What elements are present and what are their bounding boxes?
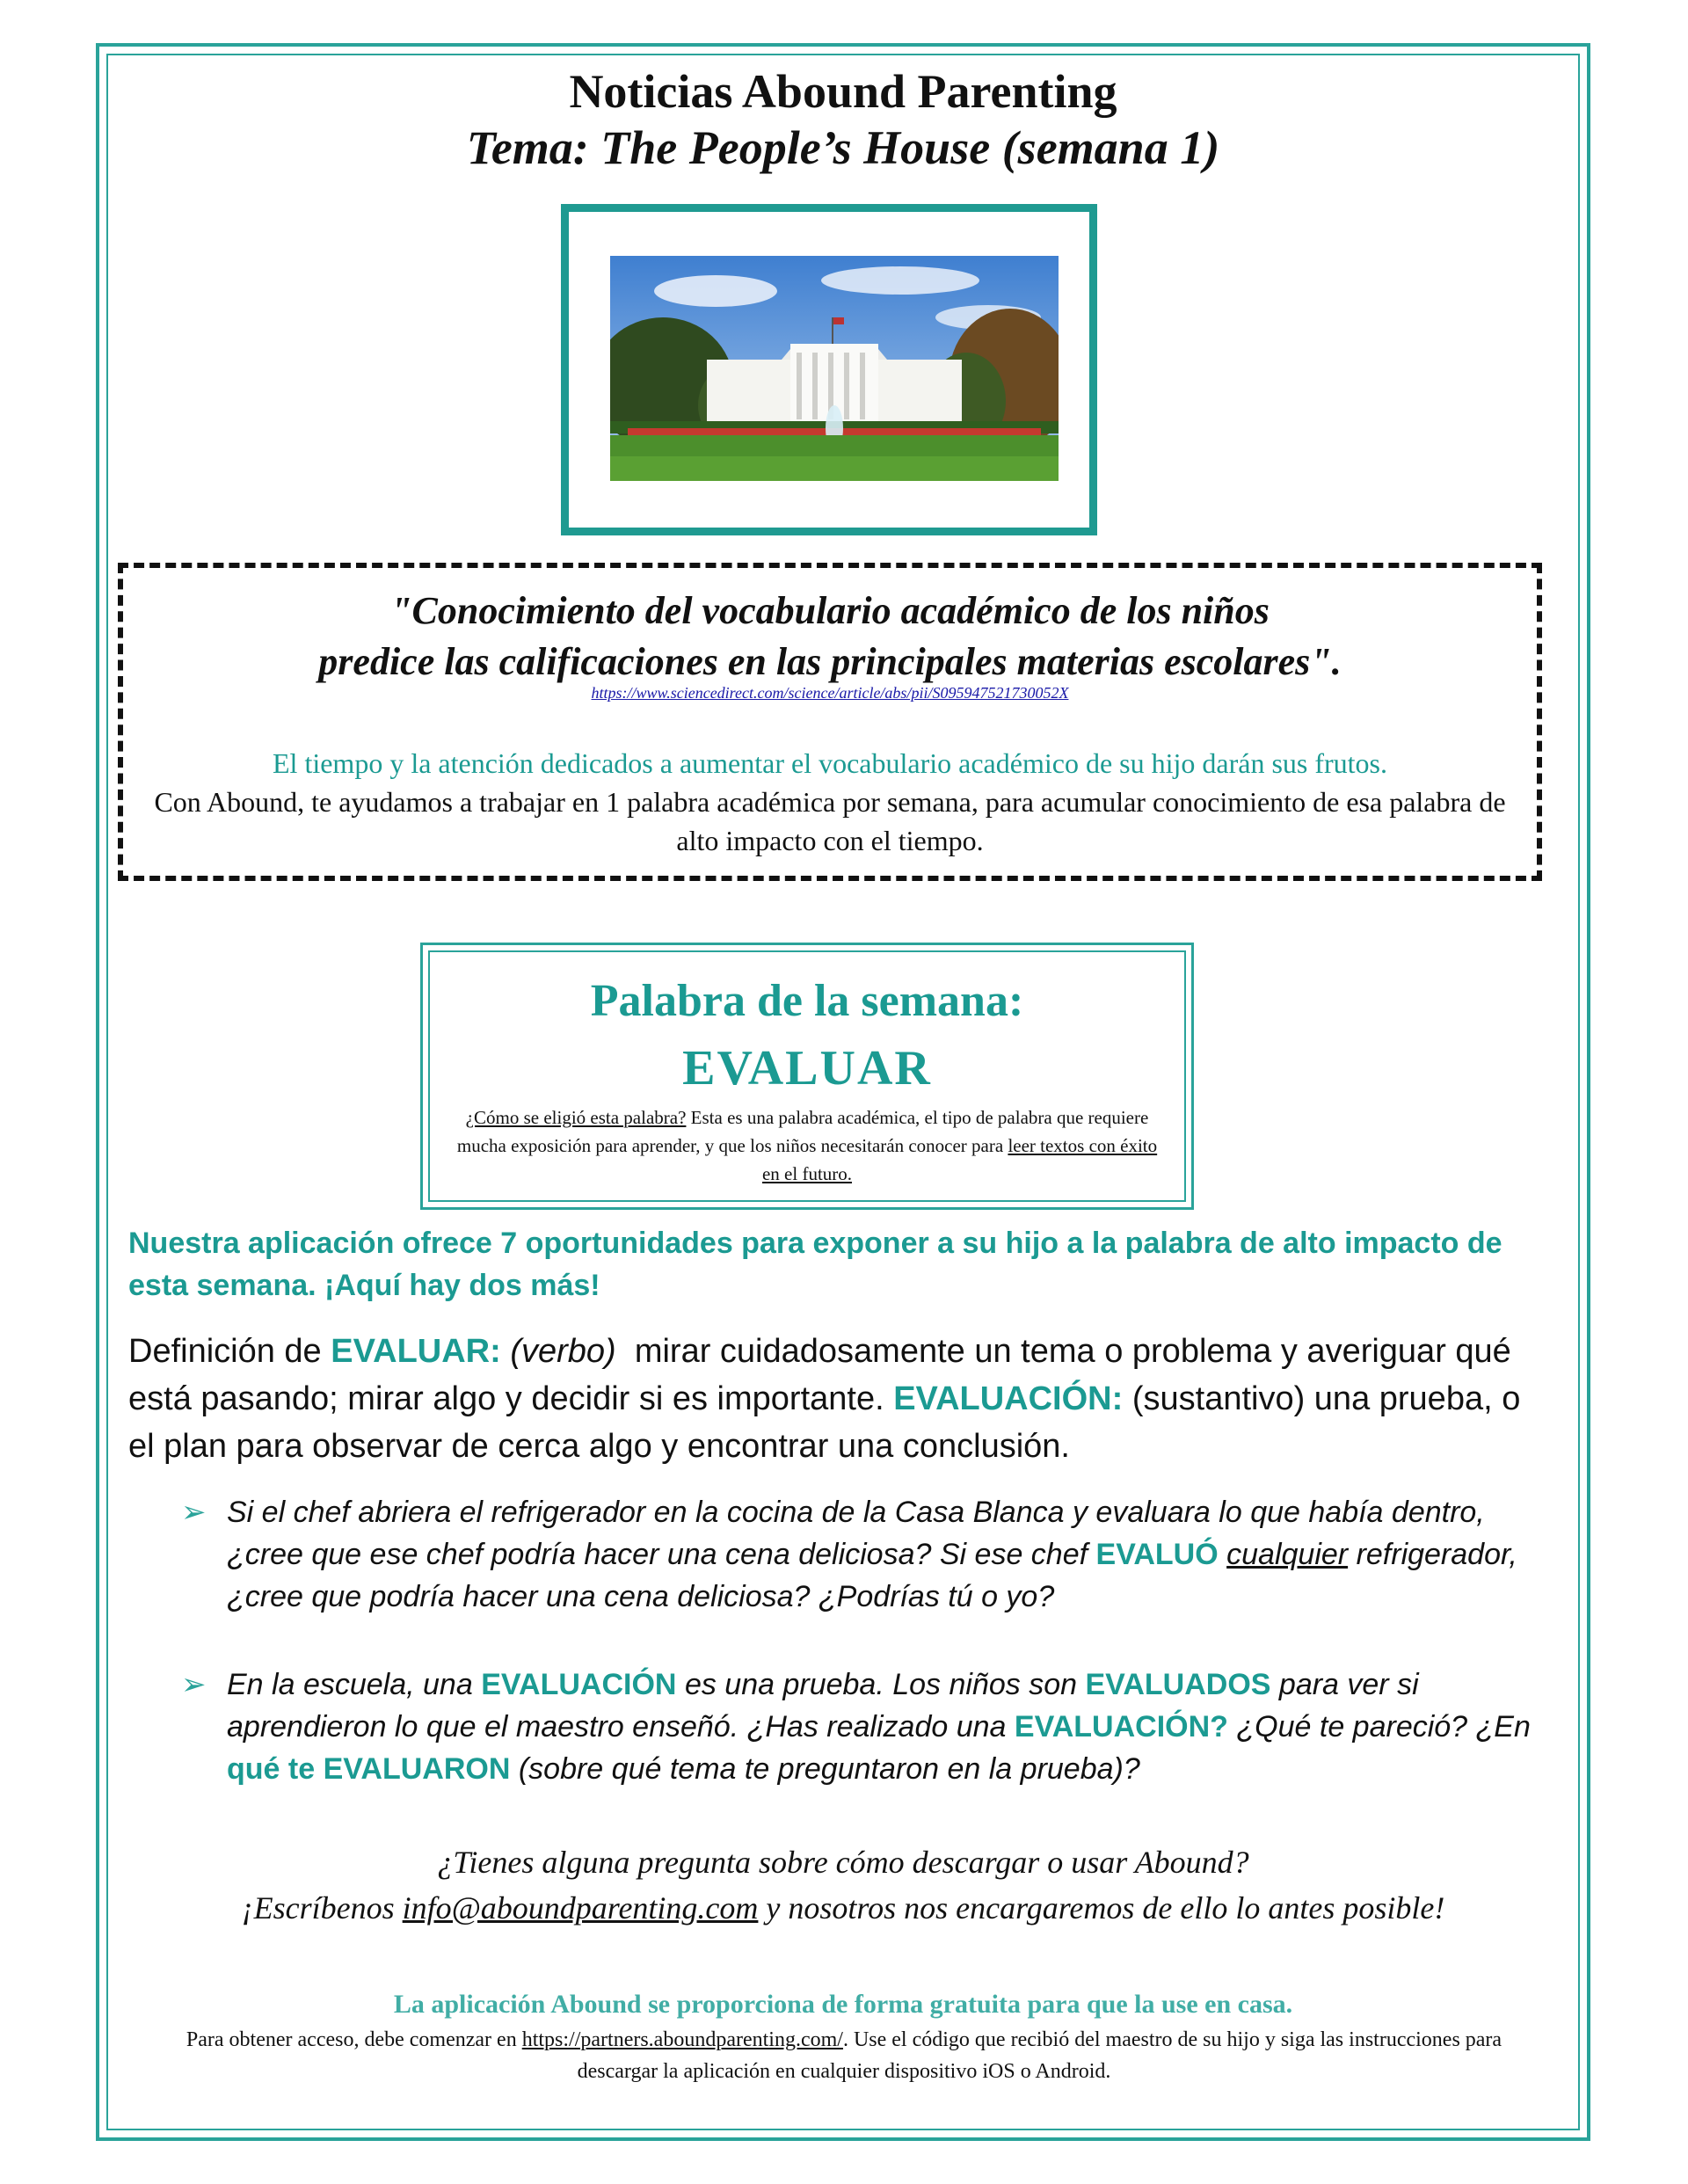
definition-text-1: mirar cuidadosamente un tema o problema y averiguar qué está pasando; mirar algo y decidir si es importante. <box>128 1333 1511 1417</box>
definition-term: EVALUAR: <box>331 1333 501 1370</box>
definition-term-2: EVALUACIÓN: <box>893 1380 1124 1417</box>
page-title: Noticias Abound Parenting <box>569 65 1117 118</box>
word-note-text: Esta es una palabra académica, el tipo de palabra que requiere mucha exposición para aprender, y que los niños necesitarán conocer para <box>456 1107 1149 1156</box>
bullet-1-underlined: cualquier <box>1226 1538 1349 1571</box>
bullet-2-text-2: es una prueba. Los niños son <box>684 1668 1078 1701</box>
bullet-item-2 <box>227 1663 1554 1790</box>
bullet-2-text-1: En la escuela, una <box>227 1668 473 1701</box>
word-note <box>456 1103 1158 1188</box>
contact-line-2-pre: ¡Escríbenos <box>241 1890 395 1926</box>
definition-text-2: (sustantivo) una prueba, o el plan para observar de cerca algo y encontrar una conclusión. <box>128 1380 1521 1465</box>
bullet-1-text-1: Si el chef abriera el refrigerador en la cocina de la Casa Blanca y evaluara lo que había dentro, ¿cree que ese chef podría hacer una cena deliciosa? Si ese chef <box>227 1496 1485 1571</box>
photo-frame <box>561 204 1097 535</box>
email-link[interactable]: info@aboundparenting.com <box>402 1890 759 1926</box>
contact-line-2-post: y nosotros nos encargaremos de ello lo antes posible! <box>766 1890 1445 1926</box>
quote-line-1: "Conocimiento del vocabulario académico de los niños <box>390 589 1270 632</box>
word-of-week-box <box>420 943 1194 1210</box>
quote-paragraph-teal: El tiempo y la atención dedicados a aumentar el vocabulario académico de su hijo darán sus frutos. <box>273 747 1387 779</box>
footer-text <box>149 2024 1539 2087</box>
page-subtitle: Tema: The People’s House (semana 1) <box>466 121 1220 174</box>
bullet-2-term-2: EVALUADOS <box>1085 1668 1271 1701</box>
definition-pos: (verbo) <box>510 1333 616 1370</box>
bullet-1-text-2: refrigerador, ¿cree que podría hacer una cena deliciosa? ¿Podrías tú o yo? <box>227 1538 1517 1613</box>
footer-heading: La aplicación Abound se proporciona de forma gratuita para que la use en casa. <box>393 1990 1293 2019</box>
bullet-2-term-1: EVALUACIÓN <box>481 1668 677 1701</box>
word-of-week-label: Palabra de la semana: <box>590 976 1024 1026</box>
bullet-1-term: EVALUÓ <box>1095 1538 1219 1571</box>
word-box-inner-border <box>428 950 1186 1202</box>
read-texts-link[interactable]: leer textos con éxito en el futuro. <box>761 1135 1158 1184</box>
quote-paragraph: Con Abound, te ayudamos a trabajar en 1 palabra académica por semana, para acumular conocimiento de esa palabra de alto impacto con el tiempo. <box>154 786 1506 856</box>
footer-text-post: . Use el código que recibió del maestro de su hijo y siga las instrucciones para descargar la aplicación en cualquier dispositivo iOS o Android. <box>577 2028 1502 2083</box>
bullet-2-text-3: para ver si aprendieron lo que el maestro enseñó. ¿Has realizado una <box>227 1668 1419 1744</box>
quote-box <box>118 563 1542 881</box>
research-quote <box>123 586 1537 688</box>
white-house-photo <box>610 256 1059 481</box>
how-chosen-link[interactable]: ¿Cómo se eligió esta palabra? <box>465 1107 687 1128</box>
bullet-item-1 <box>227 1491 1554 1618</box>
footer-text-pre: Para obtener acceso, debe comenzar en <box>186 2028 517 2051</box>
contact-line-1: ¿Tienes alguna pregunta sobre cómo descargar o usar Abound? <box>437 1845 1249 1880</box>
contact-line-2 <box>106 1885 1580 1931</box>
word-of-week: EVALUAR <box>682 1041 932 1096</box>
definition-prefix: Definición de <box>128 1333 322 1370</box>
partners-link[interactable]: https://partners.aboundparenting.com/ <box>521 2028 843 2051</box>
quote-line-2: predice las calificaciones en las principales materias escolares". <box>318 640 1342 683</box>
definition-paragraph <box>128 1328 1553 1470</box>
contact-section <box>106 1839 1580 1931</box>
source-link[interactable]: https://www.sciencedirect.com/science/article/abs/pii/S095947521730052X <box>591 684 1069 702</box>
bullet-2-term-3: EVALUACIÓN? <box>1014 1710 1228 1744</box>
arrow-bullet-icon: ➢ <box>181 1496 207 1529</box>
bullet-2-text-5: (sobre qué tema te preguntaron en la prueba)? <box>518 1752 1140 1786</box>
bullet-2-term-4: qué te EVALUARON <box>227 1752 511 1786</box>
bullet-2-text-4: ¿Qué te pareció? ¿En <box>1236 1710 1531 1744</box>
arrow-bullet-icon: ➢ <box>181 1668 207 1701</box>
app-offer-heading: Nuestra aplicación ofrece 7 oportunidades para exponer a su hijo a la palabra de alto impacto de esta semana. ¡Aquí hay dos más! <box>128 1227 1502 1302</box>
